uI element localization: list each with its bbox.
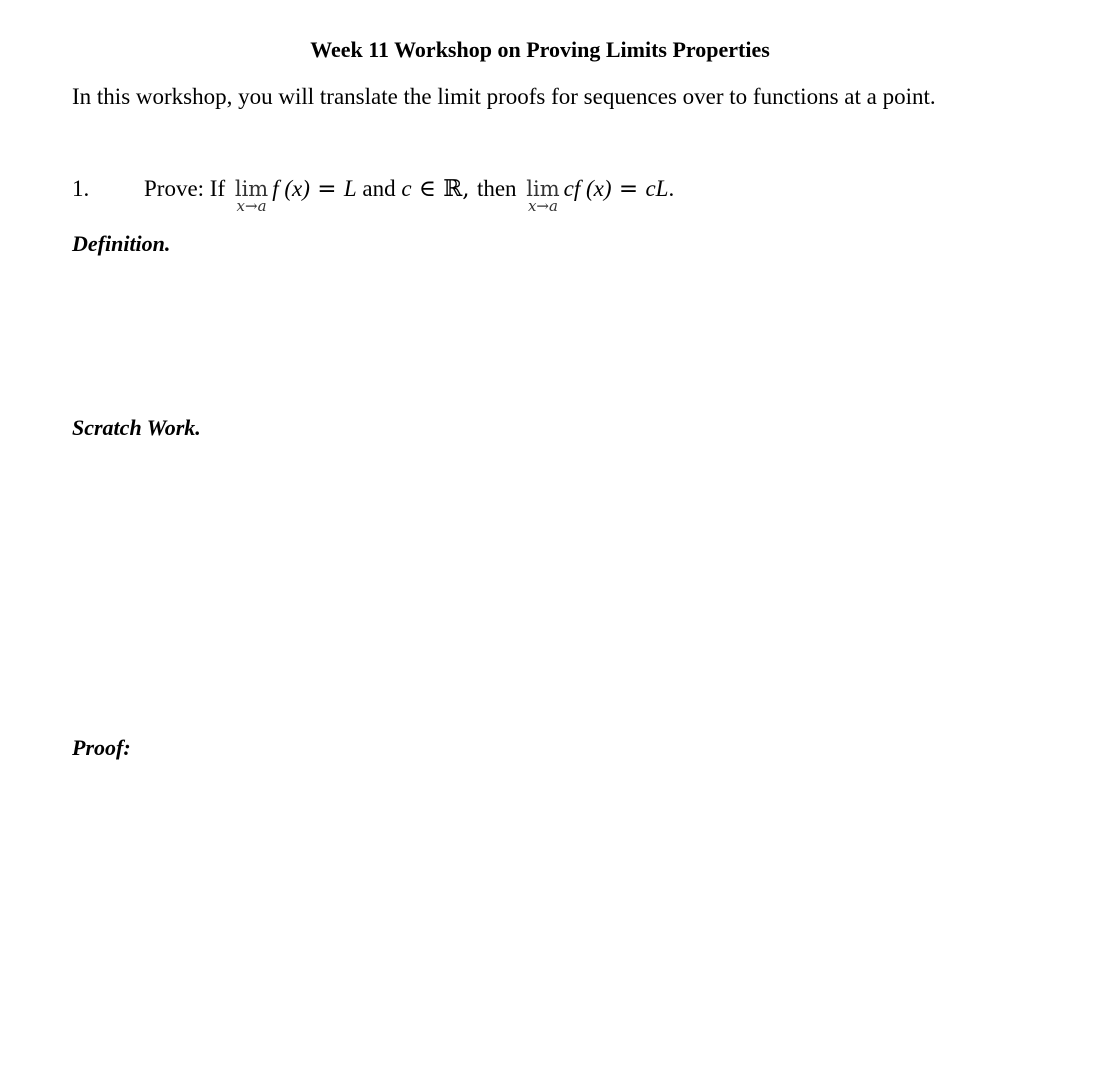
limit-value-L: L (343, 176, 357, 201)
statement-period: . (668, 176, 675, 201)
intro-paragraph: In this workshop, you will translate the limit proofs for sequences over to functions at a point. (72, 84, 936, 109)
limit-value-cL: cL (645, 176, 669, 201)
element-of-reals: ∈ ℝ, (411, 176, 477, 202)
limit-subscript-1: x→a (236, 197, 267, 215)
problem-statement (144, 174, 675, 215)
problem-number: 1. (72, 176, 90, 201)
limit-operator-2 (526, 174, 560, 215)
equals-sign-2: = (611, 176, 646, 202)
definition-heading: Definition. (72, 231, 171, 256)
function-expression-2: cf (x) (563, 176, 612, 201)
scratch-work-heading: Scratch Work. (72, 415, 201, 440)
equals-sign-1: = (309, 176, 344, 202)
limit-word-1: lim (234, 177, 269, 201)
limit-operator-1 (234, 174, 269, 215)
constant-c: c (401, 176, 412, 201)
problem-lead-text: Prove: If (144, 176, 231, 201)
limit-subscript-2: x→a (527, 197, 558, 215)
function-expression-1: f (x) (272, 176, 310, 201)
problem-1 (72, 172, 972, 222)
and-text: and (356, 176, 402, 201)
limit-word-2: lim (526, 177, 560, 201)
document-title: Week 11 Workshop on Proving Limits Properties (310, 37, 770, 62)
proof-heading: Proof: (72, 735, 131, 760)
then-text: then (476, 176, 523, 201)
